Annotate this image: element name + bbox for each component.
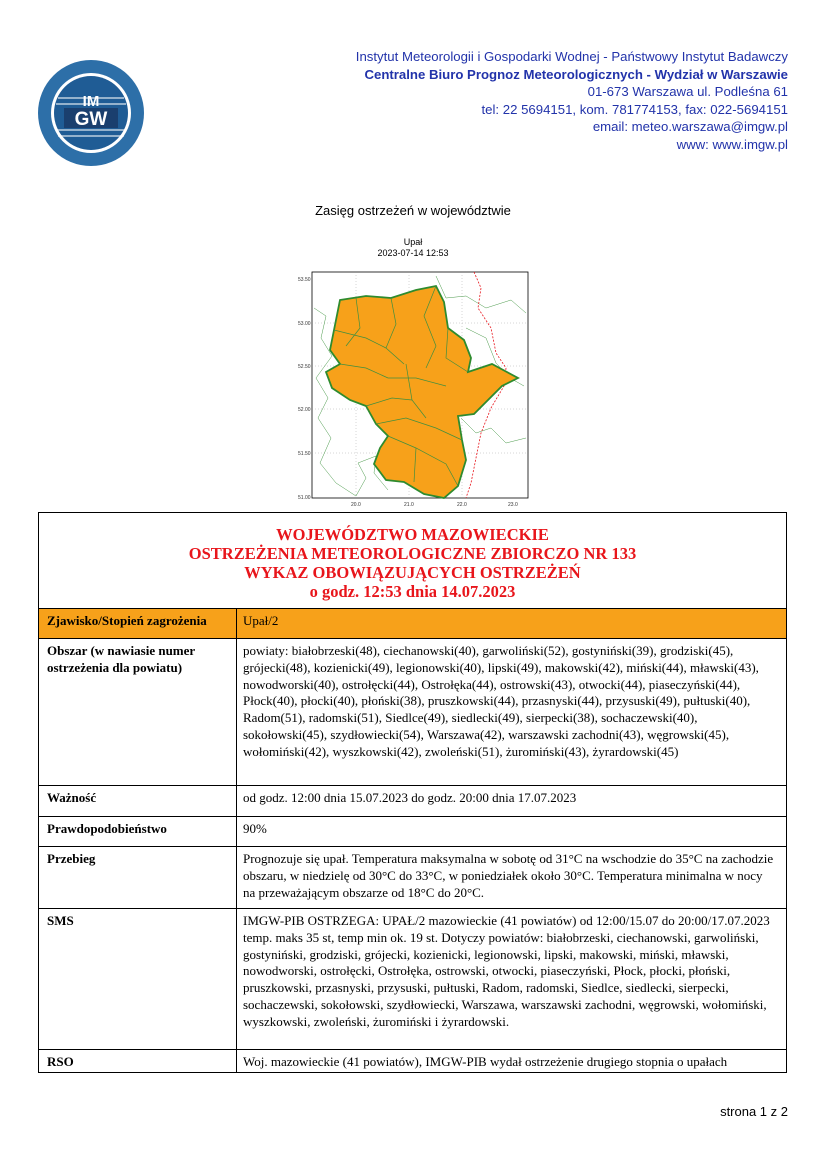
warning-banner [39, 513, 786, 608]
institute-name: Instytut Meteorologii i Gospodarki Wodnej - Państwowy Instytut Badawczy [355, 49, 788, 64]
svg-text:IM: IM [82, 93, 100, 110]
address: 01-673 Warszawa ul. Podleśna 61 [587, 84, 788, 99]
bulletin-title: OSTRZEŻENIA METEOROLOGICZNE ZBIORCZO NR 133 [188, 544, 637, 563]
validity-label: Ważność [39, 786, 237, 816]
svg-text:20.0: 20.0 [351, 502, 361, 508]
probability-row [39, 816, 786, 846]
warnings-table [38, 512, 787, 1073]
course-label: Przebieg [39, 847, 237, 908]
office-name: Centralne Biuro Prognoz Meteorologicznych - Wydział w Warszawie [364, 66, 788, 82]
area-row [39, 638, 786, 785]
page-number: strona 1 z 2 [720, 1104, 788, 1119]
phenomenon-label: Zjawisko/Stopień zagrożenia [39, 609, 237, 638]
validity-value: od godz. 12:00 dnia 15.07.2023 do godz. 20:00 dnia 17.07.2023 [243, 790, 577, 805]
svg-text:52.00: 52.00 [298, 407, 311, 413]
probability-value: 90% [243, 821, 267, 836]
map-datetime: 2023-07-14 12:53 [377, 248, 449, 258]
sms-label: SMS [39, 909, 237, 1049]
map-phenomenon: Upał [403, 237, 423, 247]
website[interactable]: www: www.imgw.pl [676, 136, 788, 152]
svg-text:51.50: 51.50 [298, 451, 311, 457]
issue-time: o godz. 12:53 dnia 14.07.2023 [309, 582, 516, 601]
institute-header [356, 48, 788, 153]
svg-text:23.0: 23.0 [508, 502, 518, 508]
phenomenon-value: Upał/2 [243, 613, 279, 628]
rso-label: RSO [39, 1050, 237, 1073]
imgw-logo [36, 58, 146, 168]
course-value: Prognozuje się upał. Temperatura maksymalna w sobotę od 31°C na wschodzie do 35°C na zachodzie obszaru, w niedzielę od 30°C do 33°C, w poniedziałek około 30°C. Temperatura minimalna w nocy na przeważającym obszarze od 18°C do 20°C. [243, 851, 774, 900]
area-label: Obszar (w nawiasie numer ostrzeżenia dla powiatu) [39, 639, 237, 785]
warning-map [296, 268, 536, 510]
svg-text:51.00: 51.00 [298, 495, 311, 501]
phenomenon-row [39, 608, 786, 638]
validity-row [39, 785, 786, 816]
probability-label: Prawdopodobieństwo [39, 817, 237, 846]
map-title [0, 237, 826, 259]
svg-text:53.00: 53.00 [298, 321, 311, 327]
phone: tel: 22 5694151, kom. 781774153, fax: 022-5694151 [481, 101, 788, 117]
map-caption: Zasięg ostrzeżeń w województwie [315, 203, 511, 218]
rso-value: Woj. mazowieckie (41 powiatów), IMGW-PIB wydał ostrzeżenie drugiego stopnia o upałach [243, 1054, 728, 1069]
email[interactable]: email: meteo.warszawa@imgw.pl [592, 119, 788, 134]
svg-text:GW: GW [74, 109, 108, 130]
list-title: WYKAZ OBOWIĄZUJĄCYCH OSTRZEŻEŃ [244, 563, 581, 582]
course-row [39, 846, 786, 908]
voivodeship-title: WOJEWÓDZTWO MAZOWIECKIE [276, 525, 549, 544]
svg-text:52.50: 52.50 [298, 364, 311, 370]
area-value: powiaty: białobrzeski(48), ciechanowski(40), garwoliński(52), gostyniński(39), grodziski(45), grójecki(48), kozienicki(49), legionowski(40), lipski(49), makowski(42), miński(44), mławski(43), nowodworski(40), ostrołęcki(44), Ostrołęka(44), ostrowski(43), otwocki(44), piaseczyński(44), Płock(40), płocki(40), płoński(38), pruszkowski(44), przasnyski(44), przysuski(49), pułtuski(40), Radom(51), radomski(51), Siedlce(49), siedlecki(49), sierpecki(38), sochaczewski(40), sokołowski(45), szydłowiecki(54), Warszawa(42), warszawski zachodni(43), węgrowski(45), wołomiński(42), wyszkowski(42), zwoleński(51), żuromiński(43), żyrardowski(45) [243, 643, 759, 759]
svg-text:22.0: 22.0 [457, 502, 467, 508]
svg-text:21.0: 21.0 [404, 502, 414, 508]
rso-row [39, 1049, 786, 1073]
sms-row [39, 908, 786, 1049]
svg-text:53.50: 53.50 [298, 277, 311, 283]
sms-value: IMGW-PIB OSTRZEGA: UPAŁ/2 mazowieckie (41 powiatów) od 12:00/15.07 do 20:00/17.07.2023 temp. maks 35 st, temp min ok. 19 st. Dotyczy powiatów: białobrzeski, ciechanowski, garwoliński, gostyniński, grodziski, grójecki, kozienicki, legionowski, lipski, makowski, miński, mławski, nowodworski, ostrołęcki, Ostrołęka, ostrowski, otwocki, piaseczyński, Płock, płocki, płoński, pruszkowski, przasnyski, przysuski, pułtuski, Radom, radomski, Siedlce, siedlecki, sierpecki, sochaczewski, sokołowski, szydłowiecki, Warszawa, warszawski zachodni, węgrowski, wołomiński, wyszkowski, zwoleński, żuromiński i żyrardowski. [243, 913, 770, 1029]
